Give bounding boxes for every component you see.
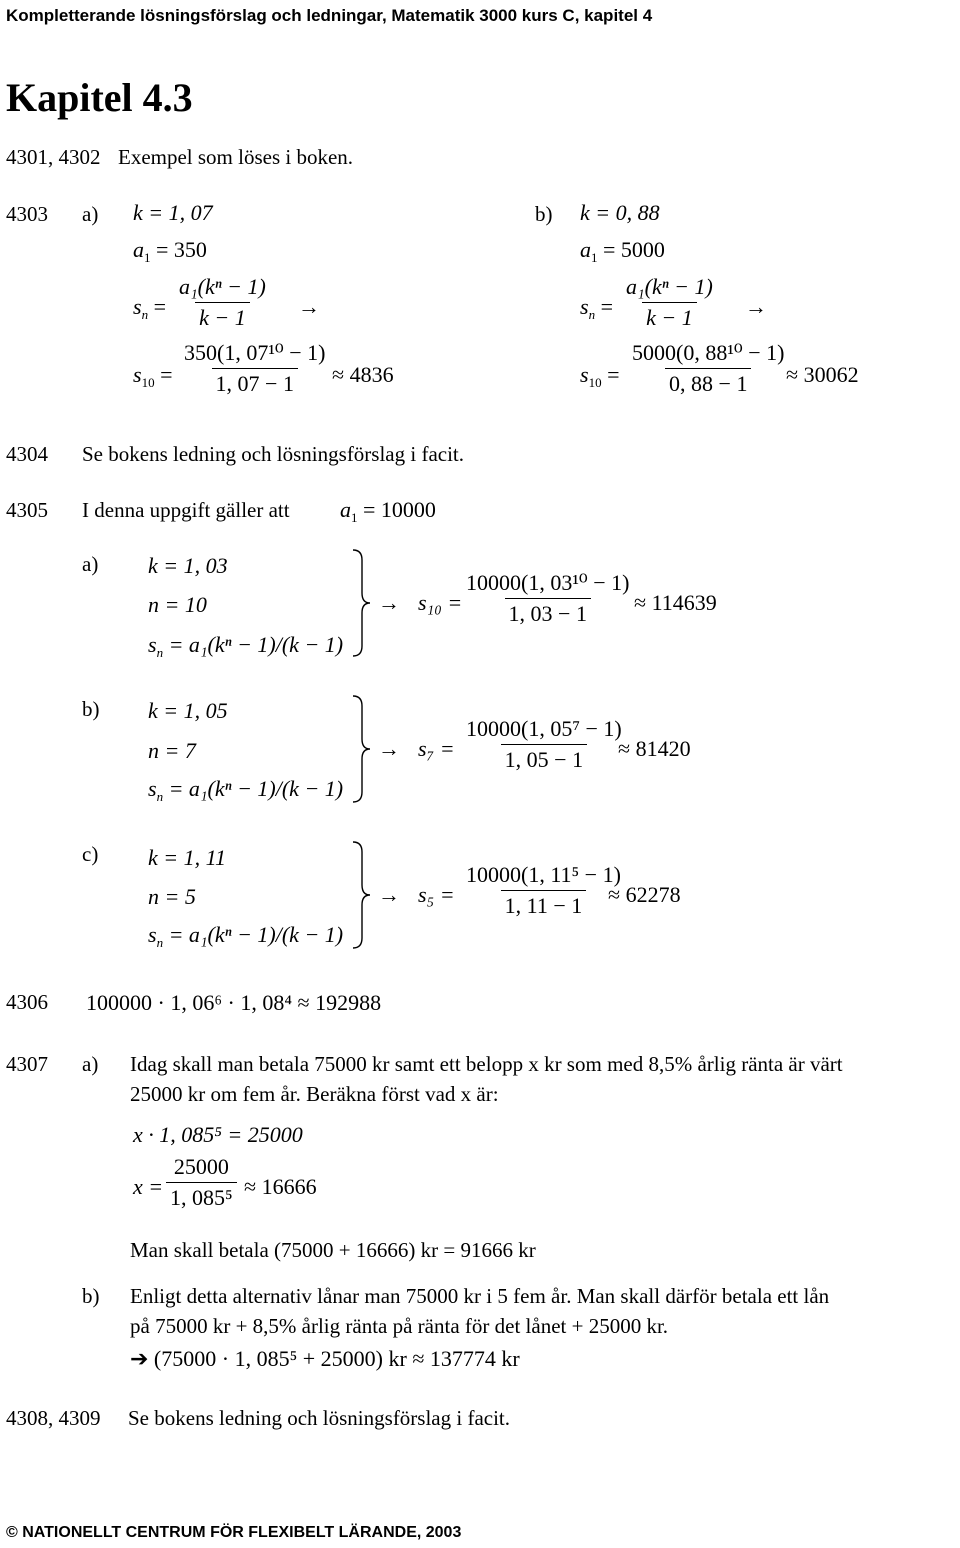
equation-sn-4305b: $s_n = a_1(k^n - 1)/(k - 1)$ xyxy=(148,776,344,804)
equation-k-4303b: k = 0, 88 xyxy=(580,200,660,225)
equation-sn-4305c: $s_n = a_1(k^n - 1)/(k - 1)$ xyxy=(148,922,344,950)
result-4307b: ➔ (75000 · 1, 085⁵ + 25000) kr ≈ 137774 kr xyxy=(130,1346,520,1371)
fraction-sn-4303a: $\frac{\text{a₁(kⁿ − 1)}}{k - 1}$ xyxy=(175,272,270,333)
part-label-4307a: a) xyxy=(82,1052,99,1076)
equation-4306: 100000 · 1, 06⁶ · 1, 08⁴ ≈ 192988 xyxy=(86,990,382,1015)
equation-n-4305a: n = 10 xyxy=(148,592,207,617)
equation-s7-lhs-4305b: s₇ = xyxy=(418,736,455,761)
fraction-4305c: $\frac{\text{10000(1, 11⁵ − 1)}}{1, 11 - 1}$ xyxy=(462,860,625,921)
fraction-s10-4303b: $\frac{\text{5000(0, 88¹⁰ − 1)}}{0, 88 - 1}$ xyxy=(628,338,788,399)
equation-k-4305b: k = 1, 05 xyxy=(148,698,228,723)
brace-4305a xyxy=(350,548,372,658)
text-4307b-line2: på 75000 kr + 8,5% årlig ränta på ränta för det lånet + 25000 kr. xyxy=(130,1314,669,1338)
brace-4305c xyxy=(350,840,372,950)
arrow-4305c: → xyxy=(378,882,400,907)
arrow-4303b: → xyxy=(745,294,767,319)
part-label-4303a: a) xyxy=(82,202,99,226)
equation-k-4305a: k = 1, 03 xyxy=(148,553,228,578)
brace-4305b xyxy=(350,694,372,804)
equation-a1-4305: $a_1 = 10000$ xyxy=(340,497,436,525)
problem-number-4304: 4304 xyxy=(6,442,48,466)
page-header: Kompletterande lösningsförslag och ledningar, Matematik 3000 kurs C, kapitel 4 xyxy=(6,6,653,25)
text-4307a-line2: 25000 kr om fem år. Beräkna först vad x är: xyxy=(130,1082,499,1106)
arrow-4305b: → xyxy=(378,736,400,761)
part-label-4303b: b) xyxy=(535,202,553,226)
arrow-4303a: → xyxy=(298,294,320,319)
fraction-x-4307a: $\frac{25000}{\text{1, 085⁵}}$ xyxy=(166,1152,237,1213)
equation-x-4307a: x · 1, 085⁵ = 25000 xyxy=(133,1122,303,1147)
part-label-4305c: c) xyxy=(82,842,99,866)
problem-number-4303: 4303 xyxy=(6,202,48,226)
equation-a1-4303a: $a_1 = 350$ xyxy=(133,237,207,265)
result-x-4307a: ≈ 16666 xyxy=(244,1174,317,1199)
fraction-s10-4303a: $\frac{\text{350(1, 07¹⁰ − 1)}}{1, 07 - 1}$ xyxy=(180,338,329,399)
equation-sn-lhs-4303b: $s_n$ = xyxy=(580,294,613,322)
text-4307b-line1: Enligt detta alternativ lånar man 75000 kr i 5 fem år. Man skall därför betala ett lån xyxy=(130,1284,830,1308)
problem-text-4308: Se bokens ledning och lösningsförslag i facit. xyxy=(128,1406,511,1430)
equation-k-4305c: k = 1, 11 xyxy=(148,845,226,870)
result-4305a: ≈ 114639 xyxy=(634,590,717,615)
part-label-4307b: b) xyxy=(82,1284,100,1308)
fraction-4305a: $\frac{\text{10000(1, 03¹⁰ − 1)}}{1, 03 - 1}$ xyxy=(462,568,633,629)
problem-number-4305: 4305 xyxy=(6,498,48,522)
problem-number-4308: 4308, 4309 xyxy=(6,1406,101,1430)
equation-n-4305c: n = 5 xyxy=(148,884,196,909)
result-4305c: ≈ 62278 xyxy=(608,882,681,907)
equation-s5-lhs-4305c: s₅ = xyxy=(418,882,455,907)
arrow-4305a: → xyxy=(378,590,400,615)
equation-s10-lhs-4303a: $s_{10}$ = xyxy=(133,362,173,390)
equation-k-4303a: k = 1, 07 xyxy=(133,200,213,225)
part-label-4305a: a) xyxy=(82,552,99,576)
fraction-4305b: $\frac{\text{10000(1, 05⁷ − 1)}}{1, 05 - 1}$ xyxy=(462,714,626,775)
chapter-title: Kapitel 4.3 xyxy=(6,75,193,120)
equation-x-lhs-4307a: x = xyxy=(133,1174,164,1199)
equation-sn-lhs-4303a: $s_n$ = xyxy=(133,294,166,322)
problem-number-4306: 4306 xyxy=(6,990,48,1014)
fraction-sn-4303b: $\frac{\text{a₁(kⁿ − 1)}}{k - 1}$ xyxy=(622,272,717,333)
problem-text-4301: Exempel som löses i boken. xyxy=(118,145,354,169)
equation-a1-4303b: $a_1 = 5000$ xyxy=(580,237,665,265)
result-4303b: ≈ 30062 xyxy=(786,362,859,387)
problem-number-4301: 4301, 4302 xyxy=(6,145,101,169)
intro-4305: I denna uppgift gäller att xyxy=(82,498,290,522)
footer-copyright: © NATIONELLT CENTRUM FÖR FLEXIBELT LÄRANDE, 2003 xyxy=(6,1524,462,1541)
problem-number-4307: 4307 xyxy=(6,1052,48,1076)
equation-s10-lhs-4305a: s₁₀ = xyxy=(418,590,463,615)
part-label-4305b: b) xyxy=(82,697,100,721)
payment-4307a: Man skall betala (75000 + 16666) kr = 91666 kr xyxy=(130,1238,536,1262)
equation-s10-lhs-4303b: $s_{10}$ = xyxy=(580,362,620,390)
result-4305b: ≈ 81420 xyxy=(618,736,691,761)
text-4307a-line1: Idag skall man betala 75000 kr samt ett belopp x kr som med 8,5% årlig ränta är värt xyxy=(130,1052,843,1076)
problem-text-4304: Se bokens ledning och lösningsförslag i facit. xyxy=(82,442,465,466)
equation-sn-4305a: $s_n = a_1(k^n - 1)/(k - 1)$ xyxy=(148,632,344,660)
equation-n-4305b: n = 7 xyxy=(148,738,196,763)
result-4303a: ≈ 4836 xyxy=(332,362,394,387)
